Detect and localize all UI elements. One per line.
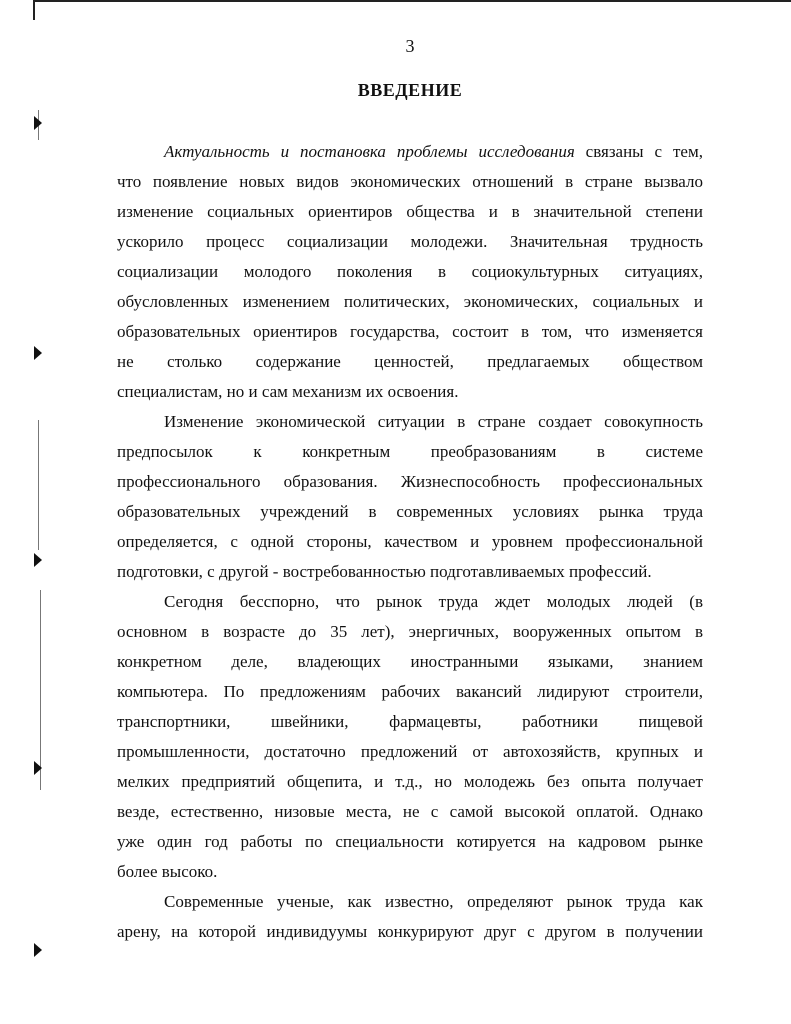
text-line: образовательных учреждений в современных условиях рынка труда	[117, 502, 703, 521]
text-line: обусловленных изменением политических, экономических, социальных и	[117, 292, 703, 311]
section-heading: ВВЕДЕНИЕ	[357, 80, 463, 100]
scan-margin-line	[40, 590, 41, 790]
scan-mark-icon	[34, 761, 42, 775]
text-line: определяется, с одной стороны, качеством и уровнем профессиональной	[117, 532, 703, 551]
text-line: Изменение экономической ситуации в стране создает совокупность	[164, 412, 703, 431]
text-line: основном в возрасте до 35 лет), энергичных, вооруженных опытом в	[117, 622, 703, 641]
text-line: специалистам, но и сам механизм их освоения.	[117, 382, 459, 401]
text-line: Сегодня бесспорно, что рынок труда ждет молодых людей (в	[164, 592, 703, 611]
scan-mark-icon	[34, 943, 42, 957]
scan-mark-icon	[34, 346, 42, 360]
scan-edge-top	[33, 0, 791, 2]
text-line: более высоко.	[117, 862, 218, 881]
italic-phrase: Актуальность и постановка проблемы исследования	[164, 142, 575, 161]
text-line: везде, естественно, низовые места, не с самой высокой оплатой. Однако	[117, 802, 703, 821]
text-line: не столько содержание ценностей, предлагаемых обществом	[117, 352, 703, 371]
text-span: связаны с тем,	[574, 142, 703, 161]
scan-margin-line	[38, 420, 39, 550]
text-line: социализации молодого поколения в социокультурных ситуациях,	[117, 262, 703, 281]
text-line: профессионального образования. Жизнеспособность профессиональных	[117, 472, 703, 491]
scan-edge-left	[33, 0, 35, 20]
text-line: что появление новых видов экономических отношений в стране вызвало	[117, 172, 703, 191]
text-line: изменение социальных ориентиров общества и в значительной степени	[117, 202, 703, 221]
scan-mark-icon	[34, 116, 42, 130]
text-line: предпосылок к конкретным преобразованиям в системе	[117, 442, 703, 461]
text-line	[164, 140, 703, 164]
text-line: мелких предприятий общепита, и т.д., но молодежь без опыта получает	[117, 772, 703, 791]
text-line: образовательных ориентиров государства, состоит в том, что изменяется	[117, 322, 703, 341]
text-line: ускорило процесс социализации молодежи. Значительная трудность	[117, 232, 703, 251]
text-line: промышленности, достаточно предложений от автохозяйств, крупных и	[117, 742, 703, 761]
page-number: 3	[405, 36, 415, 56]
text-line: транспортники, швейники, фармацевты, работники пищевой	[117, 712, 703, 731]
text-line: подготовки, с другой - востребованностью подготавливаемых профессий.	[117, 562, 652, 581]
text-line: конкретном деле, владеющих иностранными языками, знанием	[117, 652, 703, 671]
text-line: компьютера. По предложениям рабочих вакансий лидируют строители,	[117, 682, 703, 701]
text-line: Современные ученые, как известно, определяют рынок труда как	[164, 892, 703, 911]
text-line: уже один год работы по специальности котируется на кадровом рынке	[117, 832, 703, 851]
text-line: арену, на которой индивидуумы конкурируют друг с другом в получении	[117, 922, 703, 941]
scan-mark-icon	[34, 553, 42, 567]
